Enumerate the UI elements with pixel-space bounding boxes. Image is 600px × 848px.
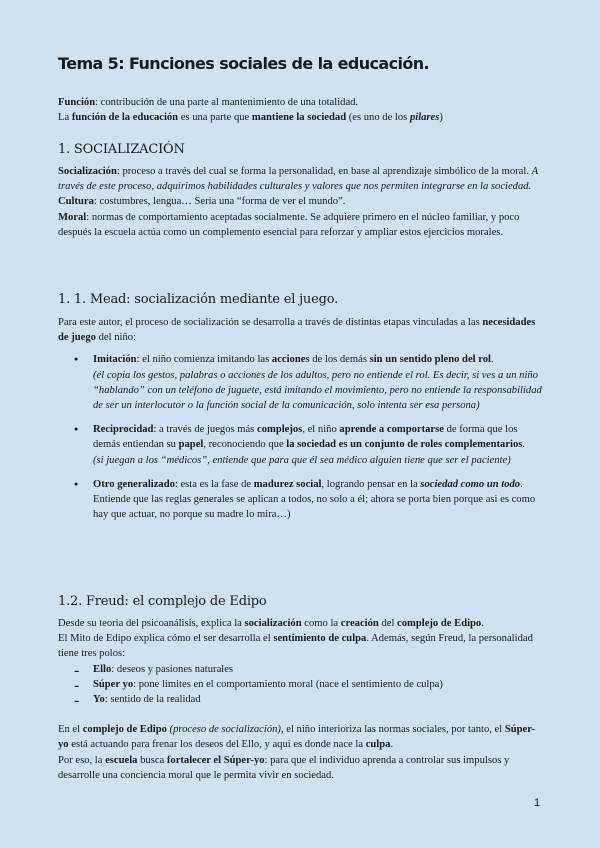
definition-moral [58, 210, 544, 240]
text: Desde su teoria del psicoanálisis, explica la [58, 618, 245, 629]
text: (es uno de los [346, 112, 410, 124]
text: del niño: [95, 332, 136, 344]
note-text: Entiende que las reglas generales se aplican a todos, no solo a él; ahora se porta bien porque asi es como hay que actuar, no porque su madre lo mira…) [93, 494, 536, 521]
bold-text: necesidades de juego [58, 317, 536, 344]
definition-funcion-educacion [58, 110, 544, 125]
definition-funcion [58, 95, 544, 110]
text: : a través de juegos más [153, 424, 257, 436]
stage-term: Reciprocidad [93, 424, 154, 436]
text: . [522, 439, 526, 451]
text: El Mito de Edipo explica cómo el ser desarrolla el [58, 633, 274, 645]
list-item-otro-generalizado [58, 477, 544, 523]
freud-paragraph-1 [58, 616, 544, 631]
bold-text: la sociedad es un conjunto de roles complementarios [286, 439, 523, 451]
text: En el [58, 724, 83, 736]
poles-list [58, 662, 544, 708]
stage-term: Imitación [93, 354, 137, 366]
bold-text: madurez social [253, 478, 322, 490]
bold-text: Súper-yo [58, 724, 536, 751]
list-item-ello [58, 662, 544, 677]
text: , logrando pensar en la [321, 478, 421, 490]
pole-def: : deseos y pasiones naturales [111, 663, 234, 675]
definition-socializacion [58, 164, 544, 194]
italic-note: (él copia los gestos, palabras o acciones de los adultos, pero no entiende el rol. Es decir, si ves a un niño “hablando” con un teléfono de juguete, está imitando el movimiento, pero no entiende la responsabilidad de ser un interlocutor o la función social de la comunicación, solo intenta ser esa persona) [93, 369, 542, 412]
bold-italic-text: pilares [409, 112, 440, 124]
definition-text: : costumbres, lengua… Seria una “forma de ver el mundo”. [93, 196, 346, 208]
bold-text: acciones [271, 354, 310, 366]
definition-text: : contribución de una parte al mantenimiento de una totalidad. [95, 97, 359, 108]
mead-intro [58, 315, 544, 345]
text: . [520, 478, 523, 490]
bold-text: socialización [244, 618, 302, 629]
definition-text: : normas de comportamiento aceptadas socialmente. Se adquiere primero en el núcleo familiar, y poco después la escuela actúa como un complemento esencial para reforzar y ampliar estos ejercicios morales. [58, 211, 520, 238]
text: , el niño [302, 424, 340, 436]
freud-paragraph-3 [58, 722, 544, 752]
italic-note: A través de este proceso, adquirimos habilidades culturales y valores que nos permiten integrarse en la sociedad. [58, 166, 538, 193]
bold-text: escuela [105, 754, 138, 766]
text: del [378, 618, 398, 629]
stage-term: Otro generalizado [93, 478, 175, 490]
text: busca [137, 754, 167, 766]
pole-term: Súper yo [93, 678, 134, 690]
text: está actuando para frenar los deseos del Ello, y aqui es donde nace la [68, 739, 366, 751]
stages-list [58, 352, 544, 522]
bold-text: mantiene la sociedad [251, 112, 347, 124]
bold-text: complejo de Edipo [397, 618, 482, 629]
definition-cultura [58, 194, 544, 209]
bold-text: complejo de Edipo [82, 724, 167, 736]
text: es una parte que [178, 112, 252, 124]
intro-section [58, 95, 544, 125]
bold-text: sin un sentido pleno del rol [369, 354, 491, 366]
term-cultura: Cultura [58, 196, 94, 208]
text: : esta es la fase de [174, 478, 254, 490]
pole-term: Ello [93, 663, 112, 675]
bold-text: creación [340, 618, 379, 629]
list-item-reciprocidad [58, 422, 544, 468]
term-socializacion: Socialización [58, 166, 117, 177]
text: : el niño comienza imitando las [136, 354, 272, 366]
text: de los demás [309, 354, 370, 366]
text: . [481, 618, 484, 629]
freud-paragraph-2 [58, 631, 544, 661]
bold-text: sentimiento de culpa [273, 633, 367, 645]
bold-text: función de la educación [71, 112, 179, 124]
page-title: Tema 5: Funciones sociales de la educación. [58, 54, 430, 73]
freud-section [58, 616, 544, 783]
text: de forma que los demás entiendan su [93, 424, 518, 451]
bold-text: aprende a comportarse [339, 424, 444, 436]
pole-term: Yo [93, 694, 105, 706]
text: : para que el individuo aprenda a controlar sus impulsos y desarrolle una conciencia moral que le permita vivir en sociedad. [58, 754, 510, 781]
definition-text: : proceso a través del cual se forma la personalidad, en base al aprendizaje simbólico de la moral. [116, 166, 532, 177]
italic-text: (proceso de socialización) [166, 724, 281, 736]
text: como la [301, 618, 341, 629]
list-item-yo [58, 692, 544, 707]
freud-paragraph-4 [58, 753, 544, 783]
section-heading-socializacion: 1. SOCIALIZACIÓN [58, 142, 185, 157]
section-heading-freud: 1.2. Freud: el complejo de Edipo [58, 594, 267, 609]
text: La [58, 112, 72, 124]
italic-note: (si juegan a los “médicos”, entiende que para que él sea médico alguien tiene que ser el paciente) [93, 454, 511, 466]
socializacion-section [58, 164, 544, 240]
term-moral: Moral [58, 211, 87, 223]
text: ) [439, 112, 443, 124]
term-funcion: Función [58, 97, 96, 108]
text: . Además, según Freud, la personalidad tiene tres polos: [58, 633, 533, 660]
bold-italic-text: sociedad como un todo [420, 478, 521, 490]
bold-text: fortalecer el Súper-yo [166, 754, 265, 766]
text: . [490, 354, 494, 366]
bold-text: complejos [257, 424, 303, 436]
list-item-super-yo [58, 677, 544, 692]
text: . [390, 739, 394, 751]
text: , reconociendo que [203, 439, 287, 451]
page-number: 1 [534, 797, 541, 809]
section-heading-mead: 1. 1. Mead: socialización mediante el juego. [58, 292, 339, 307]
text: , el niño interioriza las normas sociales, por tanto, el [280, 724, 505, 736]
text: Para este autor, el proceso de socialización se desarrolla a través de distintas etapas vinculadas a las [58, 317, 483, 328]
bold-text: culpa [365, 739, 391, 751]
pole-def: : sentido de la realidad [104, 694, 201, 706]
list-item-imitacion [58, 352, 544, 413]
pole-def: : pone limites en el comportamiento moral (nace el sentimiento de culpa) [133, 678, 443, 690]
text: Por eso, la [58, 754, 106, 766]
mead-section [58, 315, 544, 531]
bold-text: papel [178, 439, 204, 451]
